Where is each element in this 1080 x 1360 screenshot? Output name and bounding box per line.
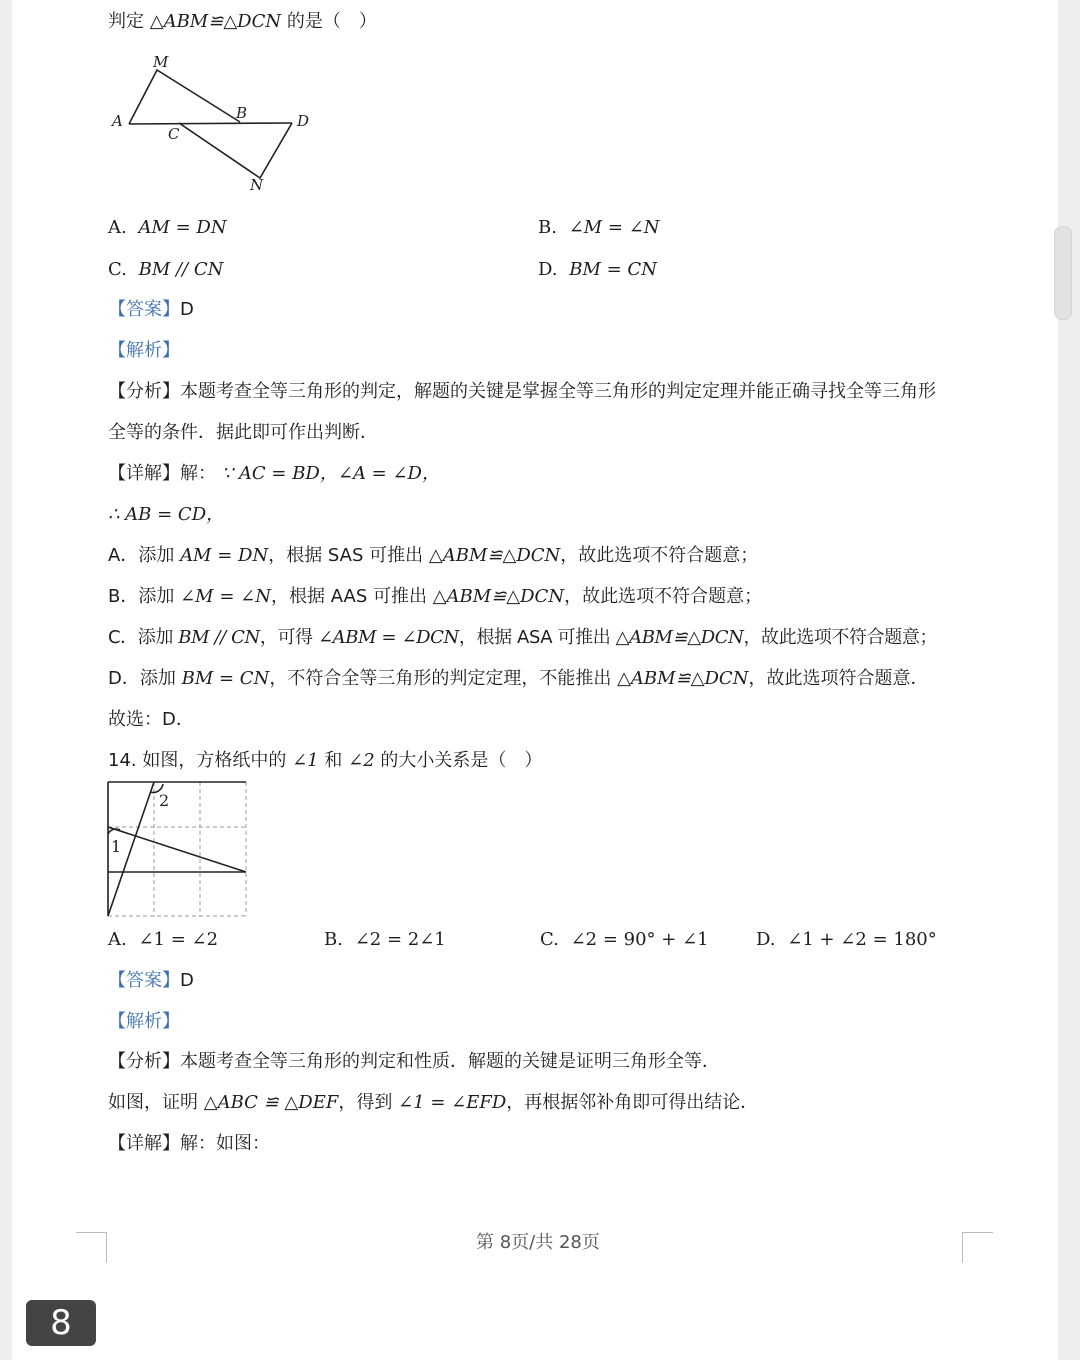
option-letter: C.: [108, 259, 127, 280]
segment-ad: [129, 123, 292, 124]
option-math: ∠2 = 2∠1: [354, 929, 446, 950]
page-number-badge[interactable]: 8: [26, 1300, 96, 1346]
text: 的大小关系是（ ）: [380, 750, 543, 771]
text: ，再根据邻补角即可得出结论．: [506, 1092, 759, 1113]
q13-conclusion: 故选：D．: [108, 709, 194, 730]
text: ，不符合全等三角形的判定定理，不能推出: [269, 668, 612, 689]
text: ，故此选项符合题意．: [748, 668, 929, 689]
q14-detail: 【详解】解：如图：: [108, 1133, 270, 1154]
math: ∠1 = ∠EFD: [398, 1092, 507, 1113]
corner-mark-left: [76, 1232, 107, 1263]
q13-detail: [108, 462, 440, 486]
q14-fenxi: 【分析】本题考查全等三角形的判定和性质．解题的关键是证明三角形全等．: [108, 1051, 720, 1072]
option-math: ∠2 = 90° + ∠1: [570, 929, 709, 950]
text: ，故此选项不符合题意；: [564, 586, 763, 607]
math: ∠1: [292, 750, 319, 771]
text: ，故此选项不符合题意；: [560, 545, 759, 566]
math: ∠M = ∠N: [180, 586, 271, 607]
q13-stem-suffix: 的是（ ）: [286, 11, 377, 32]
label-c: C: [168, 125, 180, 143]
q13-figure: [105, 50, 325, 200]
text: B．添加: [108, 586, 175, 607]
option-letter: B.: [324, 929, 343, 950]
q14-stem: [108, 749, 542, 773]
page-footer: 第 8页/共 28页: [476, 1232, 600, 1253]
math: △ABM≌△DCN: [428, 545, 561, 566]
text: ，得到: [338, 1092, 393, 1113]
triangle-abm: [129, 70, 240, 124]
math: BM = CN: [181, 668, 270, 689]
math: BM // CN: [178, 627, 260, 648]
text: ，根据 AAS 可推出: [270, 586, 427, 607]
scrollbar-thumb[interactable]: [1054, 226, 1072, 320]
corner-mark-right: [962, 1232, 993, 1263]
option-math: ∠M = ∠N: [568, 217, 660, 238]
option-math: AM = DN: [138, 217, 227, 238]
angle-2-label: 2: [159, 791, 170, 810]
q13-line-b: [108, 585, 762, 609]
text: ，可得: [259, 627, 313, 648]
q14-option-b: [324, 928, 446, 952]
label-m: M: [153, 53, 169, 71]
q13-stem-math: △ABM≌△DCN: [149, 11, 282, 32]
option-letter: A.: [108, 217, 127, 238]
label-b: B: [236, 104, 248, 122]
math: ∠ABM = ∠DCN: [318, 627, 459, 648]
option-math: BM // CN: [138, 259, 224, 280]
q14-answer: [108, 969, 194, 993]
option-letter: B.: [538, 217, 557, 238]
option-math: ∠1 = ∠2: [138, 929, 219, 950]
q13-line-c: [108, 626, 937, 650]
triangle-dcn: [179, 123, 292, 178]
q13-option-d: [538, 258, 657, 282]
q13-answer: [108, 298, 194, 322]
slant-line-1: [108, 827, 246, 872]
text: 14. 如图，方格纸中的: [108, 750, 287, 771]
answer-value: D: [180, 970, 194, 991]
answer-value: D: [180, 299, 194, 320]
math: △ABM≌△DCN: [617, 668, 749, 689]
option-letter: D.: [756, 929, 776, 950]
q14-line2: [108, 1091, 758, 1115]
option-math: ∠1 + ∠2 = 180°: [787, 929, 937, 950]
text: ，根据 SAS 可推出: [268, 545, 424, 566]
text: 如图，证明: [108, 1092, 198, 1113]
q13-step1: ∴ AB = CD，: [108, 504, 225, 525]
q14-option-d: [756, 928, 937, 952]
math: AM = DN: [180, 545, 269, 566]
label-a: A: [112, 112, 123, 130]
text: ，故此选项不符合题意；: [743, 627, 938, 648]
q13-option-a: [108, 216, 227, 240]
q13-analysis-label: 【解析】: [108, 340, 180, 361]
q14-analysis-label: 【解析】: [108, 1011, 180, 1032]
q13-line-a: [108, 544, 758, 568]
label-n: N: [250, 176, 264, 194]
q13-option-b: [538, 216, 660, 240]
q14-grid-figure: [108, 782, 248, 918]
q13-line-d: [108, 667, 928, 691]
answer-label: 【答案】: [108, 970, 180, 991]
q14-option-a: [108, 928, 218, 952]
answer-label: 【答案】: [108, 299, 180, 320]
q14-option-c: [540, 928, 709, 952]
option-letter: A.: [108, 929, 127, 950]
text: ，根据 ASA 可推出: [458, 627, 611, 648]
detail-math: ∵ AC = BD，∠A = ∠D，: [221, 463, 440, 484]
label-d: D: [297, 112, 310, 130]
math: ∠2: [348, 750, 375, 771]
math: △ABC ≌ △DEF: [203, 1092, 339, 1113]
text: C．添加: [108, 627, 173, 648]
q13-stem: [108, 10, 377, 34]
q13-option-c: [108, 258, 223, 282]
q13-stem-prefix: 判定: [108, 11, 144, 32]
q13-fenxi-line2: 全等的条件．据此即可作出判断．: [108, 422, 378, 443]
q13-fenxi-line1: 【分析】本题考查全等三角形的判定，解题的关键是掌握全等三角形的判定定理并能正确寻找全等三角形: [108, 381, 936, 402]
math: △ABM≌△DCN: [432, 586, 565, 607]
angle-1-arc: [108, 829, 120, 834]
option-math: BM = CN: [569, 259, 657, 280]
text: A．添加: [108, 545, 175, 566]
math: △ABM≌△DCN: [615, 627, 744, 648]
text: D．添加: [108, 668, 176, 689]
angle-1-label: 1: [111, 837, 122, 856]
option-letter: C.: [540, 929, 559, 950]
text: 和: [324, 750, 343, 771]
detail-prefix: 【详解】解：: [108, 463, 216, 484]
option-letter: D.: [538, 259, 558, 280]
